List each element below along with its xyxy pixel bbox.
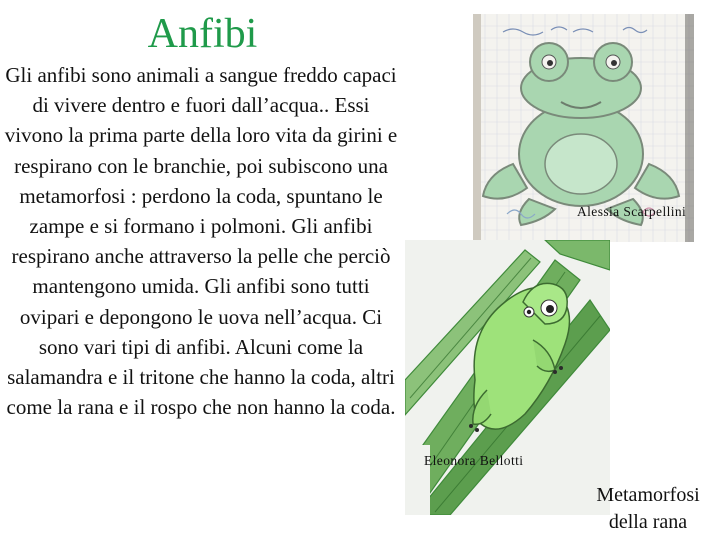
figure-caption: Metamorfosi della rana (596, 484, 700, 533)
frog-drawing-photo-2 (405, 240, 610, 515)
frog-on-leaves-drawing-icon (405, 240, 610, 515)
body-text: Gli anfibi sono animali a sangue freddo capaci di vivere dentro e fuori dall’acqua.. Essi vivono la prima parte della loro vita da girini e respirano con le branchie, poi subiscono una metamorfosi : perdono la coda, spuntano le zampe e si formano i polmoni. Gli anfibi respirano anche attraverso la pelle che perciò mantengono umida. Gli anfibi sono tutti ovipari e depongono le uova nell’acqua. Ci sono vari tipi di anfibi. Alcuni come la salamandra e il tritone che hanno la coda, altri come la rana e il rospo che non hanno la coda. (4, 63, 398, 420)
drawing-credit-1: Alessia Scarpellini (577, 204, 687, 219)
slide-title: Anfibi (147, 11, 258, 57)
drawing-credit-2: Eleonora Bellotti (424, 453, 524, 468)
